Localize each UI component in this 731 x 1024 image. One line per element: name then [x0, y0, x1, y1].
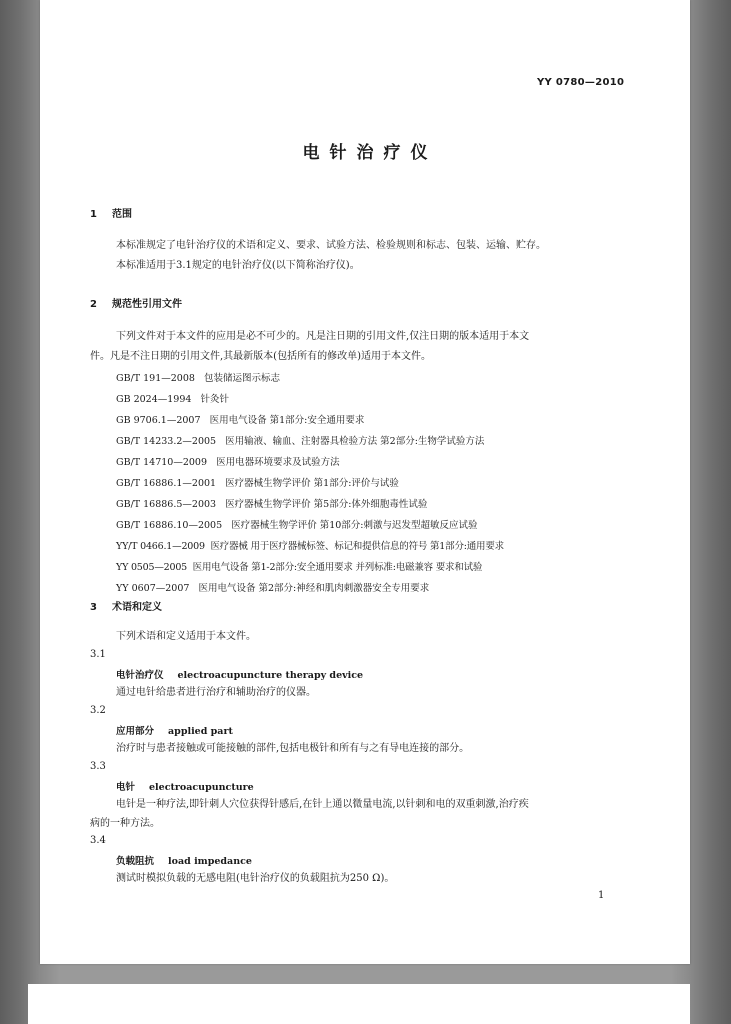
document-title: 电针治疗仪	[302, 143, 438, 163]
term-heading	[116, 779, 254, 793]
reference-item	[116, 475, 399, 489]
reference-title: 医用电气设备 第2部分:神经和肌肉刺激器安全专用要求	[198, 583, 430, 594]
section-number: 3	[90, 602, 97, 613]
term-definition: 电针是一种疗法,即针刺人穴位获得针感后,在针上通以微量电流,以针刺和电的双重刺激,治疗疾	[116, 799, 529, 810]
section-heading-scope	[90, 205, 132, 220]
term-en: applied part	[168, 726, 233, 737]
term-heading	[116, 667, 363, 681]
reference-code: YY 0607—2007	[116, 583, 190, 594]
term-definition: 通过电针给患者进行治疗和辅助治疗的仪器。	[116, 687, 316, 698]
reference-code: GB 2024—1994	[116, 394, 192, 405]
term-definition: 测试时模拟负载的无感电阻(电针治疗仪的负载阻抗为250 Ω)。	[116, 873, 395, 884]
reference-code: YY/T 0466.1—2009	[116, 541, 205, 552]
term-en: load impedance	[168, 856, 252, 867]
term-heading	[116, 723, 233, 737]
reference-item	[116, 391, 229, 405]
term-definition: 病的一种方法。	[90, 818, 160, 829]
section-title: 范围	[112, 209, 132, 220]
reference-code: GB/T 14710—2009	[116, 457, 208, 468]
term-heading	[116, 853, 252, 867]
document-page	[40, 0, 690, 964]
reference-item	[116, 433, 484, 447]
reference-title: 医疗器械生物学评价 第1部分:评价与试验	[225, 478, 399, 489]
reference-title: 包装储运图示标志	[204, 373, 281, 384]
reference-title: 医疗器械 用于医疗器械标签、标记和提供信息的符号 第1部分:通用要求	[210, 541, 504, 552]
terms-intro: 下列术语和定义适用于本文件。	[116, 631, 256, 642]
section-heading-terms	[90, 598, 162, 613]
term-en: electroacupuncture	[149, 782, 254, 793]
reference-title: 医用输液、输血、注射器具检验方法 第2部分:生物学试验方法	[225, 436, 485, 447]
term-definition: 治疗时与患者接触或可能接触的部件,包括电极针和所有与之有导电连接的部分。	[116, 743, 470, 754]
reference-item	[116, 412, 364, 426]
reference-code: GB/T 191—2008	[116, 373, 195, 384]
reference-item	[116, 496, 427, 510]
reference-item	[116, 370, 280, 384]
reference-code: GB/T 16886.10—2005	[116, 520, 223, 531]
reference-code: GB/T 14233.2—2005	[116, 436, 217, 447]
term-number: 3.4	[90, 835, 106, 846]
term-number: 3.2	[90, 705, 106, 716]
reference-item	[116, 517, 478, 531]
term-zh: 电针	[116, 782, 136, 793]
reference-code: GB/T 16886.1—2001	[116, 478, 217, 489]
reference-title: 医用电气设备 第1部分:安全通用要求	[209, 415, 365, 426]
reference-title: 医疗器械生物学评价 第5部分:体外细胞毒性试验	[225, 499, 428, 510]
term-zh: 电针治疗仪	[116, 670, 164, 681]
scope-paragraph: 本标准适用于3.1规定的电针治疗仪(以下简称治疗仪)。	[116, 260, 360, 271]
refs-intro-line: 下列文件对于本文件的应用是必不可少的。凡是注日期的引用文件,仅注日期的版本适用于本文	[116, 331, 530, 342]
reference-title: 医用电器环境要求及试验方法	[216, 457, 340, 468]
refs-intro-line: 件。凡是不注日期的引用文件,其最新版本(包括所有的修改单)适用于本文件。	[90, 351, 431, 362]
reference-item	[116, 580, 429, 594]
standard-number: YY 0780—2010	[537, 77, 625, 88]
reference-item	[116, 559, 482, 573]
reference-item	[116, 454, 340, 468]
term-en: electroacupuncture therapy device	[177, 670, 364, 681]
reference-code: GB/T 16886.5—2003	[116, 499, 217, 510]
scope-paragraph: 本标准规定了电针治疗仪的术语和定义、要求、试验方法、检验规则和标志、包装、运输、贮存。	[116, 240, 546, 251]
reference-item	[116, 538, 504, 552]
section-title: 规范性引用文件	[112, 299, 182, 310]
reference-title: 针灸针	[200, 394, 230, 405]
reference-title: 医用电气设备 第1-2部分:安全通用要求 并列标准:电磁兼容 要求和试验	[192, 562, 483, 573]
section-heading-refs	[90, 295, 182, 310]
next-page	[28, 984, 690, 1024]
page-number: 1	[598, 890, 605, 901]
section-number: 2	[90, 299, 97, 310]
term-zh: 负载阻抗	[116, 856, 155, 867]
term-zh: 应用部分	[116, 726, 155, 737]
term-number: 3.3	[90, 761, 106, 772]
reference-code: GB 9706.1—2007	[116, 415, 201, 426]
section-title: 术语和定义	[112, 602, 162, 613]
reference-title: 医疗器械生物学评价 第10部分:刺激与迟发型超敏反应试验	[231, 520, 478, 531]
reference-code: YY 0505—2005	[116, 562, 188, 573]
section-number: 1	[90, 209, 97, 220]
term-number: 3.1	[90, 649, 106, 660]
